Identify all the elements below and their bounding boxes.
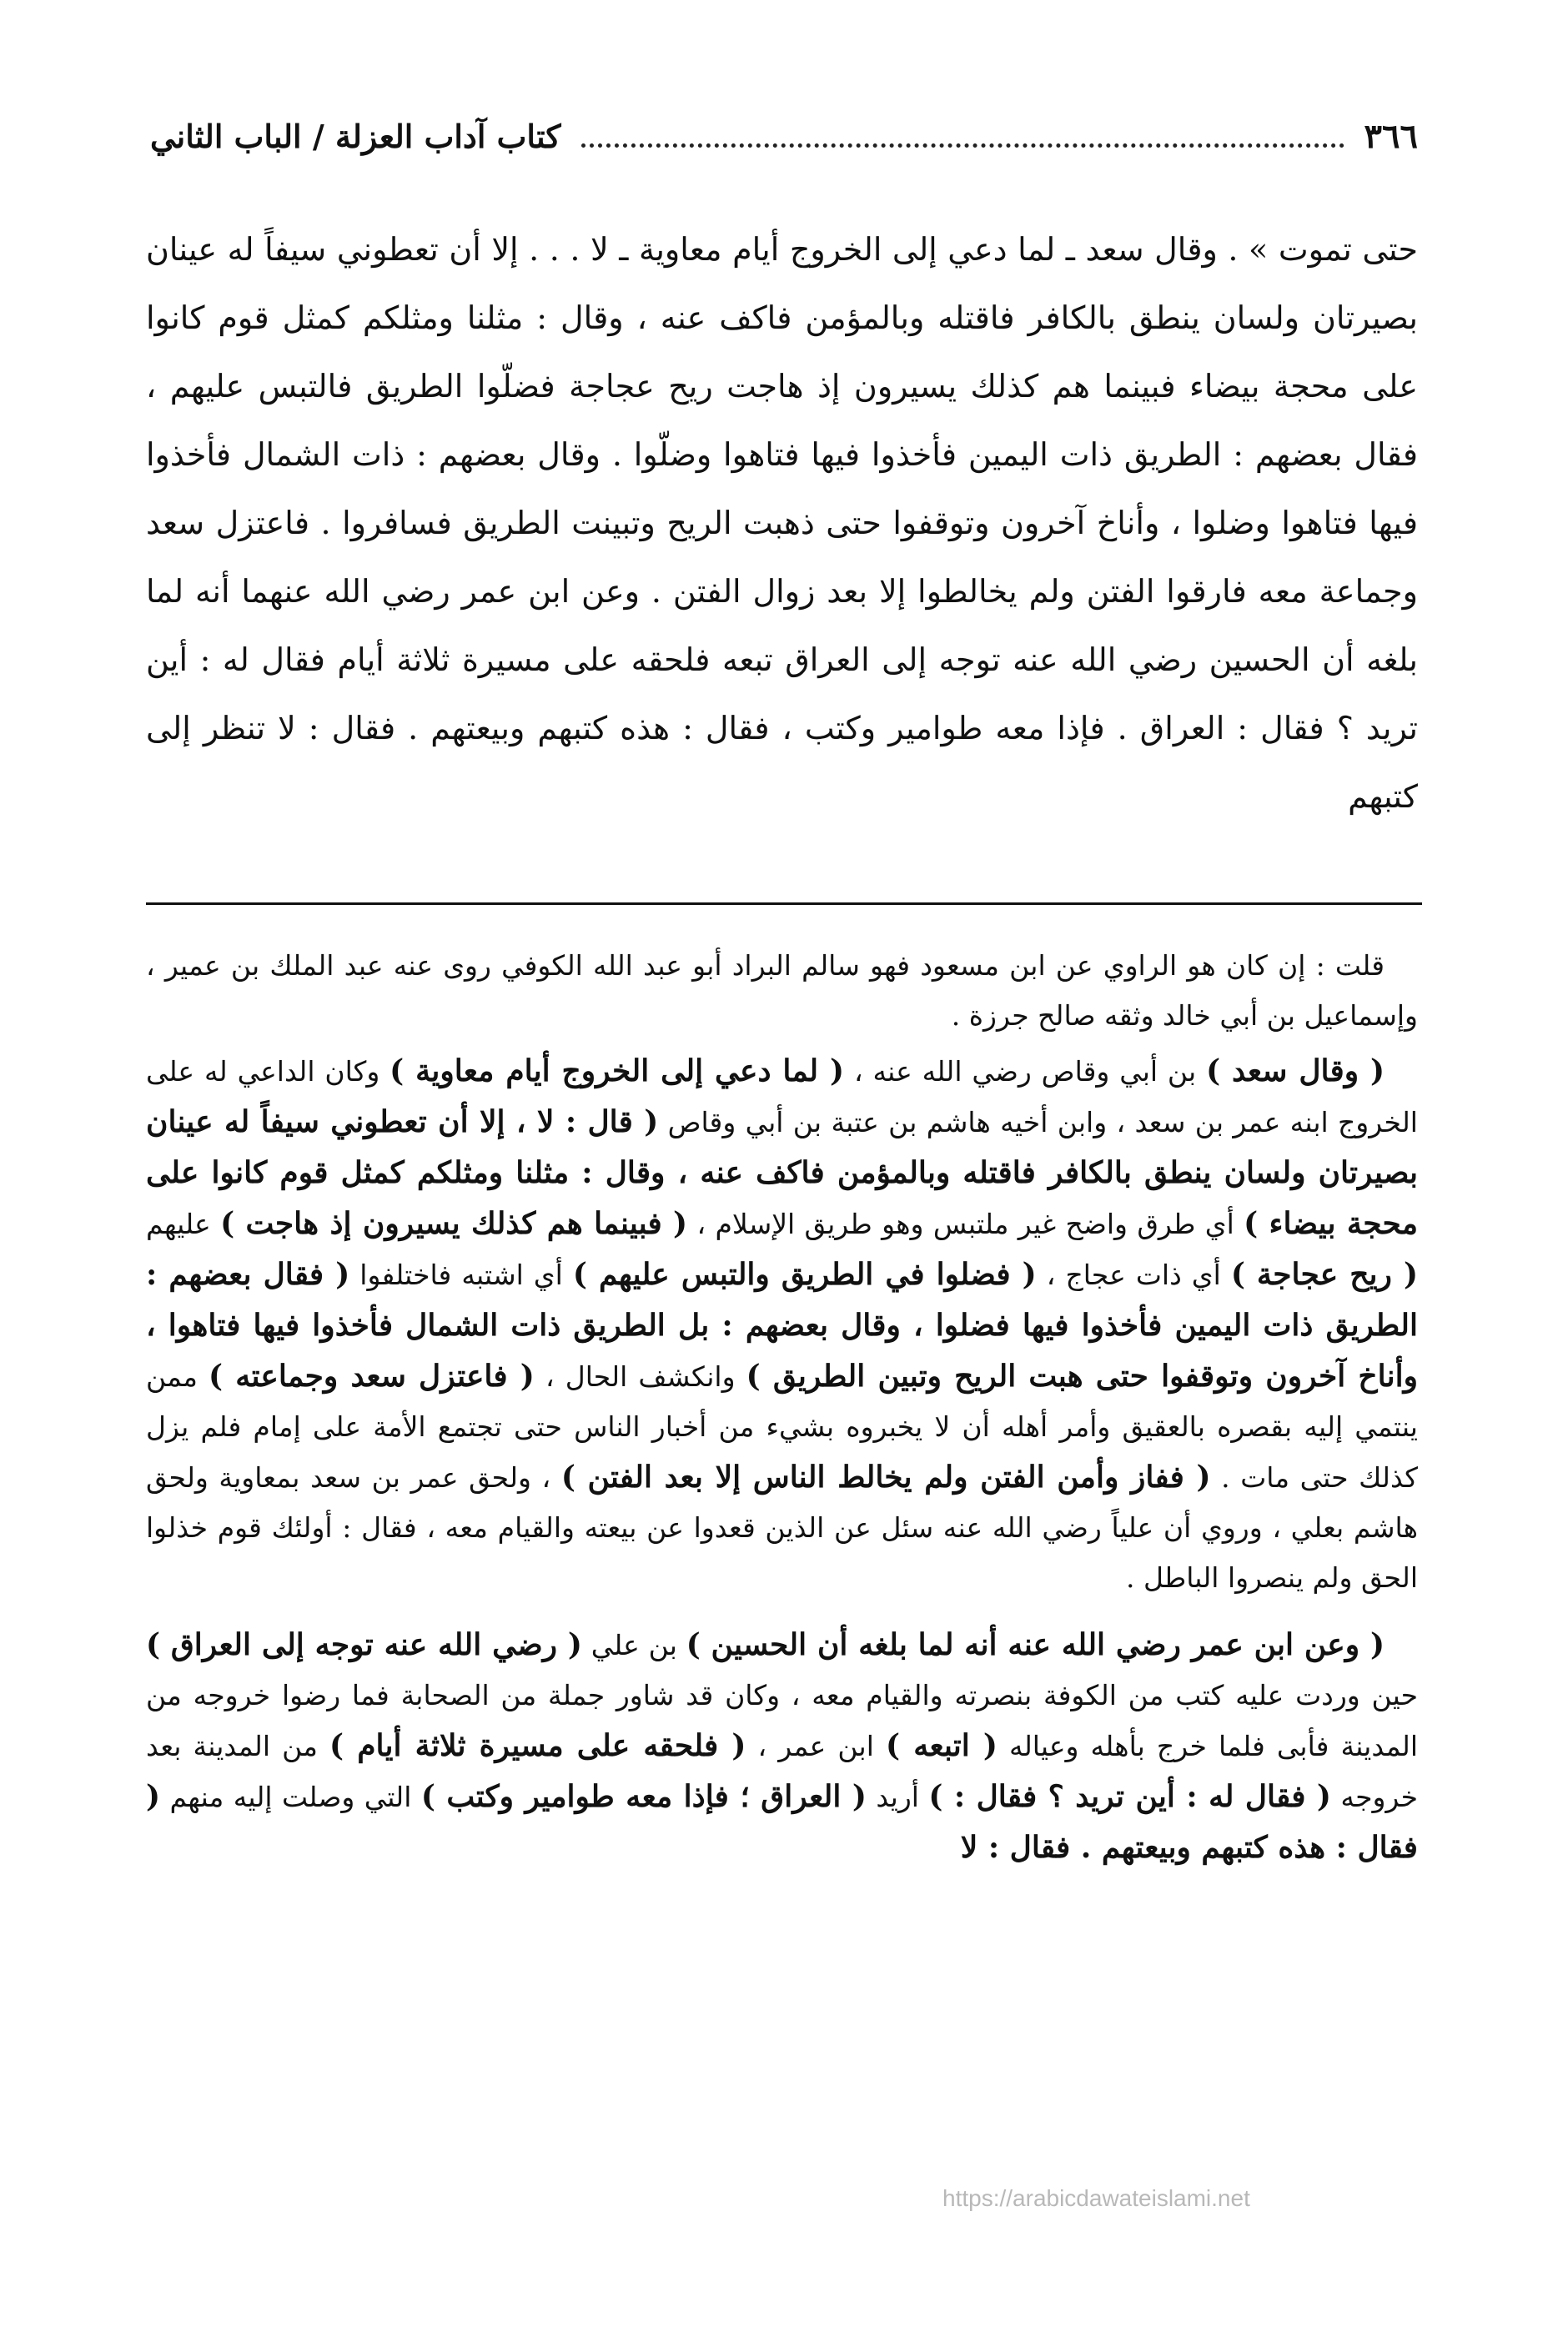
commentary-text: ممن ينتمي إليه بقصره بالعقيق وأمر أهله أن لا يخبروه بشيء من أخبار الناس حتى تجتمع الأمة على إمام فلم يزل كذلك حتى مات . bbox=[146, 1360, 1418, 1494]
running-header bbox=[150, 117, 1418, 167]
commentary-text: التي وصلت إليه منهم bbox=[160, 1781, 421, 1813]
commentary-text: حين وردت عليه كتب من الكوفة بنصرته والقيام معه ، وكان قد شاور جملة من الصحابة فما رضوا خروجه من المدينة فأبى فلما خرج بأهله وعياله bbox=[146, 1679, 1418, 1762]
chapter-title: كتاب آداب العزلة / الباب الثاني bbox=[150, 118, 561, 155]
commentary-text: وانكشف الحال ، bbox=[534, 1360, 746, 1393]
commentary-note: قلت : إن كان هو الراوي عن ابن مسعود فهو سالم البراد أبو عبد الله الكوفي روى عنه عبد الملك بن عمير ، وإسماعيل بن أبي خالد وثقه صالح جرزة . bbox=[146, 949, 1418, 1032]
commentary-text: أي طرق واضح غير ملتبس وهو طريق الإسلام ، bbox=[687, 1208, 1244, 1240]
quoted-source-text: ( رضي الله عنه توجه إلى العراق ) bbox=[146, 1627, 582, 1662]
quoted-source-text: ( وقال سعد ) bbox=[1206, 1053, 1385, 1088]
commentary-text: ابن عمر ، bbox=[746, 1730, 886, 1762]
quoted-source-text: ( فقال له : أين تريد ؟ فقال : ) bbox=[928, 1779, 1331, 1814]
commentary-text: ، ولحق عمر بن سعد بمعاوية ولحق هاشم بعلي ، وروي أن علياً رضي الله عنه سئل عن الذين قعدوا عن بيعته والقيام معه ، فقال : أولئك قوم خذلوا الحق ولم ينصروا الباطل . bbox=[146, 1461, 1418, 1594]
quoted-source-text: ( قال : لا ، إلا أن تعطوني سيفاً له عينان بصيرتان ولسان ينطق بالكافر فاقتله وبالمؤمن فاكف عنه ، وقال : مثلنا ومثلكم كمثل قوم كانوا على محجة بيضاء ) bbox=[146, 1104, 1418, 1241]
commentary-text: أريد bbox=[866, 1781, 929, 1813]
main-text bbox=[146, 215, 1418, 831]
commentary-text: بن أبي وقاص رضي الله عنه ، bbox=[844, 1055, 1207, 1088]
header-dotted-leader bbox=[581, 123, 1344, 148]
commentary-paragraph-2 bbox=[146, 1620, 1418, 1873]
commentary bbox=[146, 941, 1418, 1878]
quoted-source-text: ( اتبعه ) bbox=[886, 1728, 998, 1763]
main-paragraph: حتى تموت » . وقال سعد ـ لما دعي إلى الخروج أيام معاوية ـ لا . . . إلا أن تعطوني سيفاً له عينان بصيرتان ولسان ينطق بالكافر فاقتله وبالمؤمن فاكف عنه ، وقال : مثلنا ومثلكم كمثل قوم كانوا على محجة بيضاء فبينما هم كذلك يسيرون إذ هاجت ريح عجاجة فضلّوا الطريق فالتبس عليهم ، فقال بعضهم : الطريق ذات اليمين فأخذوا فيها فتاهوا وضلّوا . وقال بعضهم : ذات الشمال فأخذوا فيها فتاهوا وضلوا ، وأناخ آخرون وتوقفوا حتى ذهبت الريح وتبينت الطريق فسافروا . فاعتزل سعد وجماعة معه فارقوا الفتن ولم يخالطوا إلا بعد زوال الفتن . وعن ابن عمر رضي الله عنهما أنه لما بلغه أن الحسين رضي الله عنه توجه إلى العراق تبعه فلحقه على مسيرة ثلاثة أيام فقال له : أين تريد ؟ فقال : العراق . فإذا معه طوامير وكتب ، فقال : هذه كتبهم وبيعتهم . فقال : لا تنظر إلى كتبهم bbox=[146, 231, 1418, 815]
quoted-source-text: ( فقال : هذه كتبهم وبيعتهم . فقال : لا bbox=[146, 1779, 1418, 1865]
quoted-source-text: ( ففاز وأمن الفتن ولم يخالط الناس إلا بعد الفتن ) bbox=[560, 1460, 1211, 1495]
quoted-source-text: ( ريح عجاجة ) bbox=[1230, 1257, 1419, 1292]
quoted-source-text: ( فبينما هم كذلك يسيرون إذ هاجت ) bbox=[220, 1206, 688, 1241]
commentary-text: بن علي bbox=[581, 1629, 686, 1661]
quoted-source-text: ( فلحقه على مسيرة ثلاثة أيام ) bbox=[329, 1728, 746, 1763]
quoted-source-text: ( فضلوا في الطريق والتبس عليهم ) bbox=[572, 1257, 1037, 1292]
watermark-url: https://arabicdawateislami.net bbox=[942, 2185, 1250, 2211]
quoted-source-text: ( العراق ؛ فإذا معه طوامير وكتب ) bbox=[420, 1779, 867, 1814]
quoted-source-text: ( فاعتزل سعد وجماعته ) bbox=[209, 1359, 535, 1394]
commentary-text: أي ذات عجاج ، bbox=[1036, 1259, 1231, 1291]
commentary-text: أي اشتبه فاختلفوا bbox=[349, 1259, 573, 1291]
commentary-text: عليهم bbox=[146, 1208, 221, 1240]
footnote-separator bbox=[146, 902, 1422, 905]
quoted-source-text: ( وعن ابن عمر رضي الله عنه أنه لما بلغه أن الحسين ) bbox=[686, 1627, 1385, 1662]
quoted-source-text: ( فقال بعضهم : الطريق ذات اليمين فأخذوا فيها فضلوا ، وقال بعضهم : بل الطريق ذات الشمال فأخذوا فيها فتاهوا ، وأناخ آخرون وتوقفوا حتى هبت الريح وتبين الطريق ) bbox=[146, 1257, 1419, 1394]
commentary-paragraph-1 bbox=[146, 1046, 1418, 1603]
commentary-text: من المدينة بعد خروجه bbox=[146, 1730, 1419, 1813]
page-number: ٣٦٦ bbox=[1364, 117, 1418, 156]
commentary-text: وكان الداعي له على الخروج ابنه عمر بن سعد ، وابن أخيه هاشم بن عتبة بن أبي وقاص bbox=[146, 1055, 1418, 1138]
quoted-source-text: ( لما دعي إلى الخروج أيام معاوية ) bbox=[389, 1053, 845, 1088]
